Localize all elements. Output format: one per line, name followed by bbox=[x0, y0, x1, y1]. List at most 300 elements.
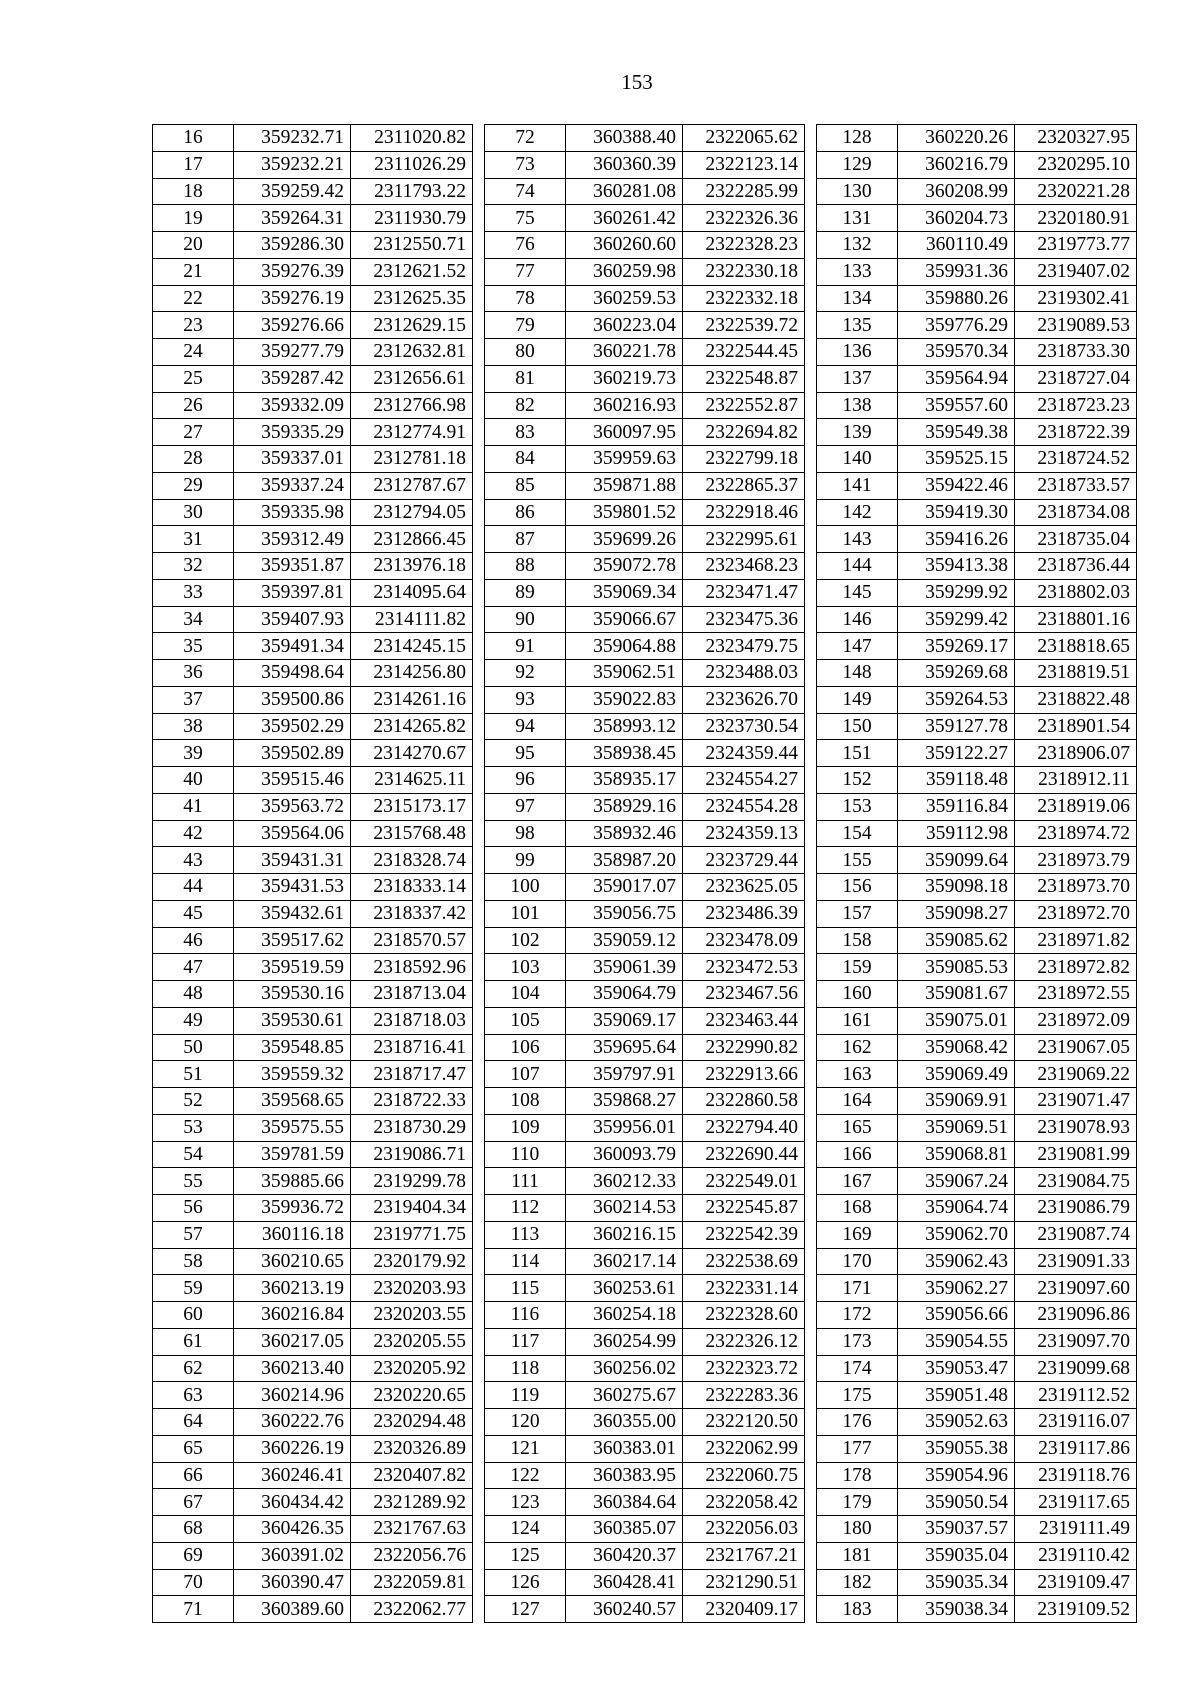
table-row bbox=[817, 606, 1137, 633]
y-coordinate-cell: 2318570.57 bbox=[351, 927, 473, 954]
table-row bbox=[485, 606, 805, 633]
x-coordinate-cell: 360221.78 bbox=[566, 339, 683, 366]
point-number-cell: 94 bbox=[485, 713, 566, 740]
table-row bbox=[817, 1435, 1137, 1462]
table-row bbox=[153, 285, 473, 312]
table-row bbox=[817, 1409, 1137, 1436]
point-number-cell: 41 bbox=[153, 793, 234, 820]
x-coordinate-cell: 359081.67 bbox=[898, 981, 1015, 1008]
y-coordinate-cell: 2319084.75 bbox=[1015, 1168, 1137, 1195]
table-row bbox=[485, 900, 805, 927]
table-row bbox=[485, 579, 805, 606]
table-row bbox=[817, 205, 1137, 232]
table-row bbox=[817, 954, 1137, 981]
point-number-cell: 86 bbox=[485, 499, 566, 526]
y-coordinate-cell: 2319110.42 bbox=[1015, 1542, 1137, 1569]
y-coordinate-cell: 2322056.03 bbox=[683, 1516, 805, 1543]
x-coordinate-cell: 360384.64 bbox=[566, 1489, 683, 1516]
table-row bbox=[817, 526, 1137, 553]
y-coordinate-cell: 2322323.72 bbox=[683, 1355, 805, 1382]
x-coordinate-cell: 359075.01 bbox=[898, 1007, 1015, 1034]
y-coordinate-cell: 2323471.47 bbox=[683, 579, 805, 606]
y-coordinate-cell: 2319117.86 bbox=[1015, 1435, 1137, 1462]
x-coordinate-cell: 360222.76 bbox=[234, 1409, 351, 1436]
point-number-cell: 18 bbox=[153, 178, 234, 205]
y-coordinate-cell: 2318735.04 bbox=[1015, 526, 1137, 553]
x-coordinate-cell: 359069.51 bbox=[898, 1114, 1015, 1141]
point-number-cell: 109 bbox=[485, 1114, 566, 1141]
x-coordinate-cell: 359575.55 bbox=[234, 1114, 351, 1141]
point-number-cell: 50 bbox=[153, 1034, 234, 1061]
y-coordinate-cell: 2318328.74 bbox=[351, 847, 473, 874]
x-coordinate-cell: 360385.07 bbox=[566, 1516, 683, 1543]
table-row bbox=[485, 1114, 805, 1141]
point-number-cell: 143 bbox=[817, 526, 898, 553]
point-number-cell: 144 bbox=[817, 553, 898, 580]
x-coordinate-cell: 359559.32 bbox=[234, 1061, 351, 1088]
table-row bbox=[817, 1302, 1137, 1329]
table-row bbox=[153, 178, 473, 205]
y-coordinate-cell: 2319109.52 bbox=[1015, 1596, 1137, 1623]
y-coordinate-cell: 2318717.47 bbox=[351, 1061, 473, 1088]
table-row bbox=[817, 339, 1137, 366]
table-row bbox=[817, 553, 1137, 580]
table-row bbox=[153, 1061, 473, 1088]
x-coordinate-cell: 359085.62 bbox=[898, 927, 1015, 954]
table-row bbox=[485, 1195, 805, 1222]
x-coordinate-cell: 360216.15 bbox=[566, 1221, 683, 1248]
y-coordinate-cell: 2320205.55 bbox=[351, 1328, 473, 1355]
x-coordinate-cell: 359069.17 bbox=[566, 1007, 683, 1034]
x-coordinate-cell: 359568.65 bbox=[234, 1088, 351, 1115]
x-coordinate-cell: 359038.34 bbox=[898, 1596, 1015, 1623]
point-number-cell: 61 bbox=[153, 1328, 234, 1355]
x-coordinate-cell: 359564.94 bbox=[898, 365, 1015, 392]
point-number-cell: 130 bbox=[817, 178, 898, 205]
point-number-cell: 152 bbox=[817, 767, 898, 794]
table-row bbox=[485, 1462, 805, 1489]
x-coordinate-cell: 360260.60 bbox=[566, 232, 683, 259]
y-coordinate-cell: 2318337.42 bbox=[351, 900, 473, 927]
table-row bbox=[817, 232, 1137, 259]
y-coordinate-cell: 2324554.27 bbox=[683, 767, 805, 794]
table-row bbox=[817, 686, 1137, 713]
y-coordinate-cell: 2312621.52 bbox=[351, 258, 473, 285]
y-coordinate-cell: 2319087.74 bbox=[1015, 1221, 1137, 1248]
table-row bbox=[153, 526, 473, 553]
x-coordinate-cell: 360204.73 bbox=[898, 205, 1015, 232]
table-row bbox=[485, 927, 805, 954]
table-row bbox=[817, 660, 1137, 687]
table-row bbox=[817, 1007, 1137, 1034]
y-coordinate-cell: 2319773.77 bbox=[1015, 232, 1137, 259]
x-coordinate-cell: 359549.38 bbox=[898, 419, 1015, 446]
table-row bbox=[153, 1275, 473, 1302]
x-coordinate-cell: 359051.48 bbox=[898, 1382, 1015, 1409]
point-number-cell: 28 bbox=[153, 446, 234, 473]
x-coordinate-cell: 359351.87 bbox=[234, 553, 351, 580]
table-row bbox=[817, 1221, 1137, 1248]
table-row bbox=[485, 1596, 805, 1623]
point-number-cell: 20 bbox=[153, 232, 234, 259]
point-number-cell: 78 bbox=[485, 285, 566, 312]
table-row bbox=[153, 1007, 473, 1034]
table-row bbox=[817, 1596, 1137, 1623]
x-coordinate-cell: 360254.99 bbox=[566, 1328, 683, 1355]
y-coordinate-cell: 2319116.07 bbox=[1015, 1409, 1137, 1436]
table-row bbox=[485, 1435, 805, 1462]
x-coordinate-cell: 360355.00 bbox=[566, 1409, 683, 1436]
x-coordinate-cell: 360223.04 bbox=[566, 312, 683, 339]
table-row bbox=[817, 1516, 1137, 1543]
y-coordinate-cell: 2319091.33 bbox=[1015, 1248, 1137, 1275]
point-number-cell: 133 bbox=[817, 258, 898, 285]
point-number-cell: 34 bbox=[153, 606, 234, 633]
x-coordinate-cell: 359431.53 bbox=[234, 874, 351, 901]
y-coordinate-cell: 2318716.41 bbox=[351, 1034, 473, 1061]
x-coordinate-cell: 359035.34 bbox=[898, 1569, 1015, 1596]
x-coordinate-cell: 360216.93 bbox=[566, 392, 683, 419]
point-number-cell: 157 bbox=[817, 900, 898, 927]
y-coordinate-cell: 2318973.79 bbox=[1015, 847, 1137, 874]
x-coordinate-cell: 359299.92 bbox=[898, 579, 1015, 606]
y-coordinate-cell: 2322123.14 bbox=[683, 151, 805, 178]
x-coordinate-cell: 359936.72 bbox=[234, 1195, 351, 1222]
x-coordinate-cell: 359112.98 bbox=[898, 820, 1015, 847]
table-row bbox=[153, 125, 473, 152]
table-row bbox=[817, 392, 1137, 419]
y-coordinate-cell: 2318718.03 bbox=[351, 1007, 473, 1034]
x-coordinate-cell: 360219.73 bbox=[566, 365, 683, 392]
x-coordinate-cell: 359931.36 bbox=[898, 258, 1015, 285]
x-coordinate-cell: 359269.17 bbox=[898, 633, 1015, 660]
table-row bbox=[485, 633, 805, 660]
y-coordinate-cell: 2323478.09 bbox=[683, 927, 805, 954]
table-row bbox=[817, 767, 1137, 794]
y-coordinate-cell: 2318971.82 bbox=[1015, 927, 1137, 954]
x-coordinate-cell: 359269.68 bbox=[898, 660, 1015, 687]
x-coordinate-cell: 359059.12 bbox=[566, 927, 683, 954]
y-coordinate-cell: 2322918.46 bbox=[683, 499, 805, 526]
x-coordinate-cell: 359276.66 bbox=[234, 312, 351, 339]
point-number-cell: 52 bbox=[153, 1088, 234, 1115]
y-coordinate-cell: 2322549.01 bbox=[683, 1168, 805, 1195]
table-row bbox=[817, 151, 1137, 178]
y-coordinate-cell: 2322331.14 bbox=[683, 1275, 805, 1302]
y-coordinate-cell: 2323626.70 bbox=[683, 686, 805, 713]
point-number-cell: 115 bbox=[485, 1275, 566, 1302]
table-row bbox=[153, 579, 473, 606]
table-row bbox=[153, 1382, 473, 1409]
y-coordinate-cell: 2318724.52 bbox=[1015, 446, 1137, 473]
point-number-cell: 121 bbox=[485, 1435, 566, 1462]
x-coordinate-cell: 360383.01 bbox=[566, 1435, 683, 1462]
table-row bbox=[153, 339, 473, 366]
y-coordinate-cell: 2319404.34 bbox=[351, 1195, 473, 1222]
x-coordinate-cell: 360246.41 bbox=[234, 1462, 351, 1489]
x-coordinate-cell: 359563.72 bbox=[234, 793, 351, 820]
point-number-cell: 165 bbox=[817, 1114, 898, 1141]
y-coordinate-cell: 2312781.18 bbox=[351, 446, 473, 473]
y-coordinate-cell: 2312787.67 bbox=[351, 472, 473, 499]
point-number-cell: 23 bbox=[153, 312, 234, 339]
point-number-cell: 167 bbox=[817, 1168, 898, 1195]
table-row bbox=[485, 285, 805, 312]
table-row bbox=[485, 660, 805, 687]
y-coordinate-cell: 2322330.18 bbox=[683, 258, 805, 285]
y-coordinate-cell: 2322326.12 bbox=[683, 1328, 805, 1355]
y-coordinate-cell: 2314245.15 bbox=[351, 633, 473, 660]
coordinate-tables bbox=[152, 124, 1137, 1623]
table-row bbox=[485, 1542, 805, 1569]
table-row bbox=[817, 1034, 1137, 1061]
y-coordinate-cell: 2319071.47 bbox=[1015, 1088, 1137, 1115]
table-row bbox=[485, 258, 805, 285]
point-number-cell: 134 bbox=[817, 285, 898, 312]
table-row bbox=[817, 285, 1137, 312]
x-coordinate-cell: 359407.93 bbox=[234, 606, 351, 633]
table-row bbox=[817, 1248, 1137, 1275]
point-number-cell: 137 bbox=[817, 365, 898, 392]
point-number-cell: 141 bbox=[817, 472, 898, 499]
y-coordinate-cell: 2322283.36 bbox=[683, 1382, 805, 1409]
x-coordinate-cell: 359422.46 bbox=[898, 472, 1015, 499]
x-coordinate-cell: 359069.49 bbox=[898, 1061, 1015, 1088]
table-row bbox=[485, 1328, 805, 1355]
table-row bbox=[153, 1542, 473, 1569]
point-number-cell: 107 bbox=[485, 1061, 566, 1088]
table-row bbox=[485, 820, 805, 847]
point-number-cell: 51 bbox=[153, 1061, 234, 1088]
point-number-cell: 148 bbox=[817, 660, 898, 687]
y-coordinate-cell: 2319097.70 bbox=[1015, 1328, 1137, 1355]
y-coordinate-cell: 2322120.50 bbox=[683, 1409, 805, 1436]
page-number: 153 bbox=[621, 70, 653, 94]
x-coordinate-cell: 359337.01 bbox=[234, 446, 351, 473]
point-number-cell: 77 bbox=[485, 258, 566, 285]
y-coordinate-cell: 2324554.28 bbox=[683, 793, 805, 820]
point-number-cell: 71 bbox=[153, 1596, 234, 1623]
y-coordinate-cell: 2322062.99 bbox=[683, 1435, 805, 1462]
point-number-cell: 168 bbox=[817, 1195, 898, 1222]
table-row bbox=[817, 312, 1137, 339]
table-row bbox=[485, 472, 805, 499]
table-row bbox=[485, 151, 805, 178]
point-number-cell: 66 bbox=[153, 1462, 234, 1489]
x-coordinate-cell: 360214.96 bbox=[234, 1382, 351, 1409]
y-coordinate-cell: 2322542.39 bbox=[683, 1221, 805, 1248]
table-row bbox=[485, 312, 805, 339]
point-number-cell: 79 bbox=[485, 312, 566, 339]
table-row bbox=[817, 847, 1137, 874]
table-row bbox=[817, 740, 1137, 767]
point-number-cell: 69 bbox=[153, 1542, 234, 1569]
y-coordinate-cell: 2312632.81 bbox=[351, 339, 473, 366]
y-coordinate-cell: 2319109.47 bbox=[1015, 1569, 1137, 1596]
table-row bbox=[485, 793, 805, 820]
y-coordinate-cell: 2312550.71 bbox=[351, 232, 473, 259]
table-row bbox=[153, 499, 473, 526]
point-number-cell: 64 bbox=[153, 1409, 234, 1436]
x-coordinate-cell: 359517.62 bbox=[234, 927, 351, 954]
x-coordinate-cell: 360383.95 bbox=[566, 1462, 683, 1489]
table-row bbox=[817, 1489, 1137, 1516]
table-row bbox=[485, 392, 805, 419]
x-coordinate-cell: 359122.27 bbox=[898, 740, 1015, 767]
y-coordinate-cell: 2320327.95 bbox=[1015, 125, 1137, 152]
table-row bbox=[153, 1141, 473, 1168]
y-coordinate-cell: 2318734.08 bbox=[1015, 499, 1137, 526]
table-row bbox=[153, 874, 473, 901]
y-coordinate-cell: 2314265.82 bbox=[351, 713, 473, 740]
point-number-cell: 87 bbox=[485, 526, 566, 553]
y-coordinate-cell: 2319081.99 bbox=[1015, 1141, 1137, 1168]
table-row bbox=[153, 713, 473, 740]
x-coordinate-cell: 360220.26 bbox=[898, 125, 1015, 152]
point-number-cell: 175 bbox=[817, 1382, 898, 1409]
y-coordinate-cell: 2321289.92 bbox=[351, 1489, 473, 1516]
y-coordinate-cell: 2314261.16 bbox=[351, 686, 473, 713]
point-number-cell: 25 bbox=[153, 365, 234, 392]
point-number-cell: 70 bbox=[153, 1569, 234, 1596]
point-number-cell: 84 bbox=[485, 446, 566, 473]
x-coordinate-cell: 360390.47 bbox=[234, 1569, 351, 1596]
y-coordinate-cell: 2322552.87 bbox=[683, 392, 805, 419]
table-row bbox=[817, 1328, 1137, 1355]
x-coordinate-cell: 359054.55 bbox=[898, 1328, 1015, 1355]
x-coordinate-cell: 360428.41 bbox=[566, 1569, 683, 1596]
x-coordinate-cell: 359432.61 bbox=[234, 900, 351, 927]
point-number-cell: 85 bbox=[485, 472, 566, 499]
y-coordinate-cell: 2319099.68 bbox=[1015, 1355, 1137, 1382]
point-number-cell: 26 bbox=[153, 392, 234, 419]
x-coordinate-cell: 359299.42 bbox=[898, 606, 1015, 633]
x-coordinate-cell: 359098.18 bbox=[898, 874, 1015, 901]
point-number-cell: 59 bbox=[153, 1275, 234, 1302]
x-coordinate-cell: 359067.24 bbox=[898, 1168, 1015, 1195]
point-number-cell: 172 bbox=[817, 1302, 898, 1329]
table-row bbox=[817, 1195, 1137, 1222]
table-row bbox=[817, 900, 1137, 927]
x-coordinate-cell: 359312.49 bbox=[234, 526, 351, 553]
table-row bbox=[153, 1409, 473, 1436]
point-number-cell: 63 bbox=[153, 1382, 234, 1409]
x-coordinate-cell: 359416.26 bbox=[898, 526, 1015, 553]
table-row bbox=[817, 258, 1137, 285]
x-coordinate-cell: 360259.98 bbox=[566, 258, 683, 285]
table-row bbox=[817, 1542, 1137, 1569]
point-number-cell: 65 bbox=[153, 1435, 234, 1462]
x-coordinate-cell: 360110.49 bbox=[898, 232, 1015, 259]
coordinate-table-2 bbox=[484, 124, 805, 1623]
point-number-cell: 44 bbox=[153, 874, 234, 901]
table-row bbox=[485, 526, 805, 553]
x-coordinate-cell: 360116.18 bbox=[234, 1221, 351, 1248]
x-coordinate-cell: 360210.65 bbox=[234, 1248, 351, 1275]
point-number-cell: 160 bbox=[817, 981, 898, 1008]
x-coordinate-cell: 359232.71 bbox=[234, 125, 351, 152]
table-row bbox=[153, 1355, 473, 1382]
point-number-cell: 90 bbox=[485, 606, 566, 633]
table-row bbox=[817, 1275, 1137, 1302]
x-coordinate-cell: 359277.79 bbox=[234, 339, 351, 366]
point-number-cell: 43 bbox=[153, 847, 234, 874]
table-row bbox=[485, 1221, 805, 1248]
table-row bbox=[817, 927, 1137, 954]
point-number-cell: 145 bbox=[817, 579, 898, 606]
x-coordinate-cell: 359564.06 bbox=[234, 820, 351, 847]
y-coordinate-cell: 2318733.30 bbox=[1015, 339, 1137, 366]
x-coordinate-cell: 359871.88 bbox=[566, 472, 683, 499]
point-number-cell: 136 bbox=[817, 339, 898, 366]
table-row bbox=[817, 472, 1137, 499]
y-coordinate-cell: 2312625.35 bbox=[351, 285, 473, 312]
point-number-cell: 39 bbox=[153, 740, 234, 767]
point-number-cell: 31 bbox=[153, 526, 234, 553]
table-row bbox=[485, 1248, 805, 1275]
x-coordinate-cell: 358932.46 bbox=[566, 820, 683, 847]
table-row bbox=[485, 339, 805, 366]
y-coordinate-cell: 2321290.51 bbox=[683, 1569, 805, 1596]
table-row bbox=[153, 633, 473, 660]
y-coordinate-cell: 2318802.03 bbox=[1015, 579, 1137, 606]
y-coordinate-cell: 2323479.75 bbox=[683, 633, 805, 660]
x-coordinate-cell: 359413.38 bbox=[898, 553, 1015, 580]
y-coordinate-cell: 2322059.81 bbox=[351, 1569, 473, 1596]
point-number-cell: 106 bbox=[485, 1034, 566, 1061]
point-number-cell: 55 bbox=[153, 1168, 234, 1195]
y-coordinate-cell: 2318722.39 bbox=[1015, 419, 1137, 446]
table-row bbox=[153, 981, 473, 1008]
y-coordinate-cell: 2318733.57 bbox=[1015, 472, 1137, 499]
point-number-cell: 159 bbox=[817, 954, 898, 981]
x-coordinate-cell: 359069.34 bbox=[566, 579, 683, 606]
x-coordinate-cell: 359570.34 bbox=[898, 339, 1015, 366]
point-number-cell: 88 bbox=[485, 553, 566, 580]
x-coordinate-cell: 359431.31 bbox=[234, 847, 351, 874]
y-coordinate-cell: 2324359.13 bbox=[683, 820, 805, 847]
y-coordinate-cell: 2320203.93 bbox=[351, 1275, 473, 1302]
table-row bbox=[153, 1302, 473, 1329]
table-row bbox=[817, 1088, 1137, 1115]
y-coordinate-cell: 2318730.29 bbox=[351, 1114, 473, 1141]
point-number-cell: 151 bbox=[817, 740, 898, 767]
table-row bbox=[153, 847, 473, 874]
point-number-cell: 147 bbox=[817, 633, 898, 660]
point-number-cell: 74 bbox=[485, 178, 566, 205]
x-coordinate-cell: 359286.30 bbox=[234, 232, 351, 259]
x-coordinate-cell: 359066.67 bbox=[566, 606, 683, 633]
y-coordinate-cell: 2322538.69 bbox=[683, 1248, 805, 1275]
table-row bbox=[153, 927, 473, 954]
x-coordinate-cell: 359287.42 bbox=[234, 365, 351, 392]
point-number-cell: 131 bbox=[817, 205, 898, 232]
table-row bbox=[485, 499, 805, 526]
point-number-cell: 163 bbox=[817, 1061, 898, 1088]
coordinate-table-3 bbox=[816, 124, 1137, 1623]
point-number-cell: 181 bbox=[817, 1542, 898, 1569]
table-row bbox=[817, 446, 1137, 473]
point-number-cell: 72 bbox=[485, 125, 566, 152]
point-number-cell: 155 bbox=[817, 847, 898, 874]
x-coordinate-cell: 359695.64 bbox=[566, 1034, 683, 1061]
point-number-cell: 82 bbox=[485, 392, 566, 419]
table-row bbox=[817, 633, 1137, 660]
point-number-cell: 149 bbox=[817, 686, 898, 713]
point-number-cell: 80 bbox=[485, 339, 566, 366]
point-number-cell: 173 bbox=[817, 1328, 898, 1355]
table-row bbox=[153, 1328, 473, 1355]
